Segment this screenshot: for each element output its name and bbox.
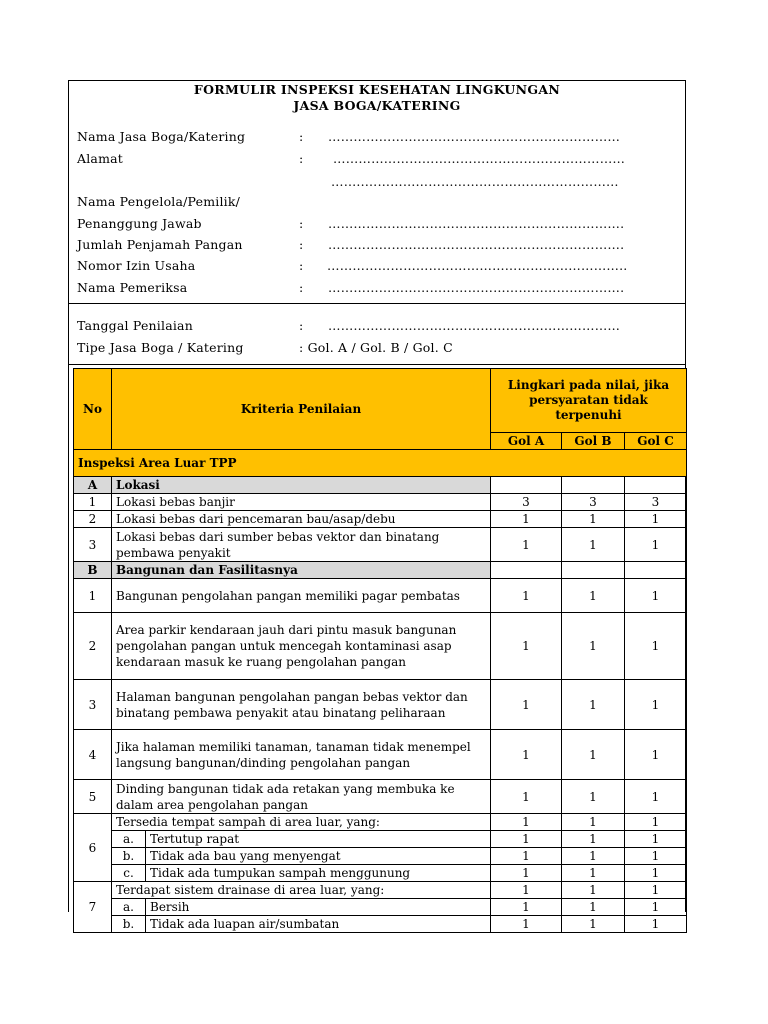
field-label: Jumlah Penjamah Pangan [77,237,243,252]
table-row [74,730,687,780]
table-row [74,780,687,814]
field-colon: : [299,129,304,144]
score-gol-c[interactable]: 1 [625,730,687,780]
header-gol-a: Gol A [491,433,562,450]
score-gol-c[interactable]: 1 [625,528,687,562]
field-label-line2: Penanggung Jawab [77,216,202,231]
empty-cell [562,477,625,494]
form-subtitle: JASA BOGA/KATERING [293,98,461,113]
score-gol-c[interactable]: 1 [625,680,687,730]
section-row [74,450,687,477]
row-no: 2 [74,511,112,528]
score-gol-c[interactable]: 1 [625,831,687,848]
empty-cell [625,562,687,579]
table-row [74,511,687,528]
score-gol-c[interactable]: 1 [625,579,687,613]
header-gol-b: Gol B [562,433,625,450]
row-criteria: Lokasi bebas dari pencemaran bau/asap/debu [112,511,491,528]
sub-criteria: Tertutup rapat [146,831,491,848]
group-code: B [74,562,112,579]
group-label: Lokasi [112,477,491,494]
field-colon: : [299,237,304,252]
score-gol-c[interactable]: 1 [625,780,687,814]
table-subrow [74,848,687,865]
score-gol-a[interactable]: 1 [491,613,562,680]
row-no: 6 [74,814,112,882]
field-value: : Gol. A / Gol. B / Gol. C [299,340,453,355]
field-value-line2: ……..…………………………………………………… [331,174,619,189]
score-gol-b[interactable]: 1 [562,579,625,613]
score-gol-a[interactable]: 1 [491,814,562,831]
table-subrow [74,865,687,882]
field-colon: : [299,318,304,333]
sub-code: a. [112,831,146,848]
row-criteria: Dinding bangunan tidak ada retakan yang membuka ke dalam area pengolahan pangan [112,780,491,814]
sub-code: b. [112,848,146,865]
field-label: Nama Pengelola/Pemilik/ [77,194,241,209]
score-gol-b[interactable]: 1 [562,882,625,899]
table-row [74,528,687,562]
row-criteria: Tersedia tempat sampah di area luar, yang: [112,814,491,831]
score-gol-a[interactable]: 1 [491,899,562,916]
sub-code: a. [112,899,146,916]
divider [69,364,685,365]
score-gol-c[interactable]: 1 [625,814,687,831]
row-no: 2 [74,613,112,680]
table-row [74,579,687,613]
field-value: ……………………………………………………………. [328,280,625,295]
score-gol-a[interactable]: 1 [491,865,562,882]
score-gol-c[interactable]: 1 [625,613,687,680]
table-row [74,814,687,831]
field-colon: : [299,151,304,166]
sub-code: b. [112,916,146,933]
table-row [74,494,687,511]
score-gol-b[interactable]: 1 [562,916,625,933]
sub-code: c. [112,865,146,882]
field-value: ……………………………………………………………. [328,216,625,231]
score-gol-c[interactable]: 1 [625,848,687,865]
field-label: Nomor Izin Usaha [77,258,196,273]
score-gol-c[interactable]: 1 [625,882,687,899]
row-no: 1 [74,494,112,511]
field-value: ……………………………………………………………. [328,237,625,252]
criteria-table [73,368,687,933]
header-kriteria: Kriteria Penilaian [112,369,491,450]
field-value: …………………………………………………………… [328,129,621,144]
row-criteria: Lokasi bebas dari sumber bebas vektor dan binatang pembawa penyakit [112,528,491,562]
score-gol-b[interactable]: 1 [562,680,625,730]
score-gol-b[interactable]: 1 [562,814,625,831]
sub-criteria: Bersih [146,899,491,916]
section-title: Inspeksi Area Luar TPP [74,450,687,477]
form-title: FORMULIR INSPEKSI KESEHATAN LINGKUNGAN [193,82,561,97]
score-gol-c[interactable]: 1 [625,899,687,916]
empty-cell [562,562,625,579]
score-gol-b[interactable]: 1 [562,831,625,848]
score-gol-b[interactable]: 1 [562,865,625,882]
table-row [74,613,687,680]
score-gol-a[interactable]: 3 [491,494,562,511]
inspection-form [68,80,686,931]
score-gol-b[interactable]: 1 [562,511,625,528]
score-gol-a[interactable]: 1 [491,579,562,613]
table-row [74,680,687,730]
score-gol-c[interactable]: 1 [625,916,687,933]
group-label: Bangunan dan Fasilitasnya [112,562,491,579]
table-subrow [74,831,687,848]
score-gol-b[interactable]: 1 [562,848,625,865]
score-gol-b[interactable]: 1 [562,730,625,780]
score-gol-a[interactable]: 1 [491,831,562,848]
header-nilai: Lingkari pada nilai, jika persyaratan tidak terpenuhi [491,369,687,433]
field-value: …………………………………………………………….. [327,258,628,273]
score-gol-a[interactable]: 1 [491,848,562,865]
score-gol-a[interactable]: 1 [491,730,562,780]
sub-criteria: Tidak ada luapan air/sumbatan [146,916,491,933]
score-gol-a[interactable]: 1 [491,528,562,562]
field-label: Tanggal Penilaian [77,318,193,333]
score-gol-a[interactable]: 1 [491,916,562,933]
field-label: Nama Jasa Boga/Katering [77,129,246,144]
row-no: 4 [74,730,112,780]
row-criteria: Bangunan pengolahan pangan memiliki pagar pembatas [112,579,491,613]
score-gol-c[interactable]: 3 [625,494,687,511]
field-value: …………………………………………………………… [333,151,626,166]
field-label: Tipe Jasa Boga / Katering [77,340,244,355]
score-gol-a[interactable]: 1 [491,680,562,730]
row-no: 3 [74,680,112,730]
score-gol-b[interactable]: 1 [562,528,625,562]
row-no: 3 [74,528,112,562]
table-header-row [74,369,687,433]
score-gol-c[interactable]: 1 [625,865,687,882]
score-gol-a[interactable]: 1 [491,511,562,528]
field-label: Nama Pemeriksa [77,280,188,295]
divider [69,303,685,304]
row-criteria: Jika halaman memiliki tanaman, tanaman tidak menempel langsung bangunan/dinding pengolahan pangan [112,730,491,780]
sub-criteria: Tidak ada bau yang menyengat [146,848,491,865]
table-row [74,882,687,899]
score-gol-b[interactable]: 1 [562,780,625,814]
table-subrow [74,916,687,933]
row-criteria: Lokasi bebas banjir [112,494,491,511]
group-row-b [74,562,687,579]
field-label: Alamat [77,151,124,166]
score-gol-a[interactable]: 1 [491,780,562,814]
score-gol-a[interactable]: 1 [491,882,562,899]
score-gol-b[interactable]: 1 [562,613,625,680]
field-value: …………………………………………………………… [328,318,621,333]
empty-cell [491,477,562,494]
header-gol-c: Gol C [625,433,687,450]
row-no: 1 [74,579,112,613]
field-colon: : [299,280,304,295]
row-criteria: Area parkir kendaraan jauh dari pintu masuk bangunan pengolahan pangan untuk mencegah kontaminasi asap kendaraan masuk ke ruang pengolahan pangan [112,613,491,680]
row-criteria: Terdapat sistem drainase di area luar, yang: [112,882,491,899]
header-no: No [74,369,112,450]
score-gol-b[interactable]: 3 [562,494,625,511]
table-subrow [74,899,687,916]
score-gol-b[interactable]: 1 [562,899,625,916]
row-criteria: Halaman bangunan pengolahan pangan bebas vektor dan binatang pembawa penyakit atau binatang peliharaan [112,680,491,730]
row-no: 7 [74,882,112,933]
sub-criteria: Tidak ada tumpukan sampah menggunung [146,865,491,882]
score-gol-c[interactable]: 1 [625,511,687,528]
row-no: 5 [74,780,112,814]
empty-cell [491,562,562,579]
group-code: A [74,477,112,494]
field-colon: : [299,258,304,273]
field-colon: : [299,216,304,231]
empty-cell [625,477,687,494]
group-row-a [74,477,687,494]
